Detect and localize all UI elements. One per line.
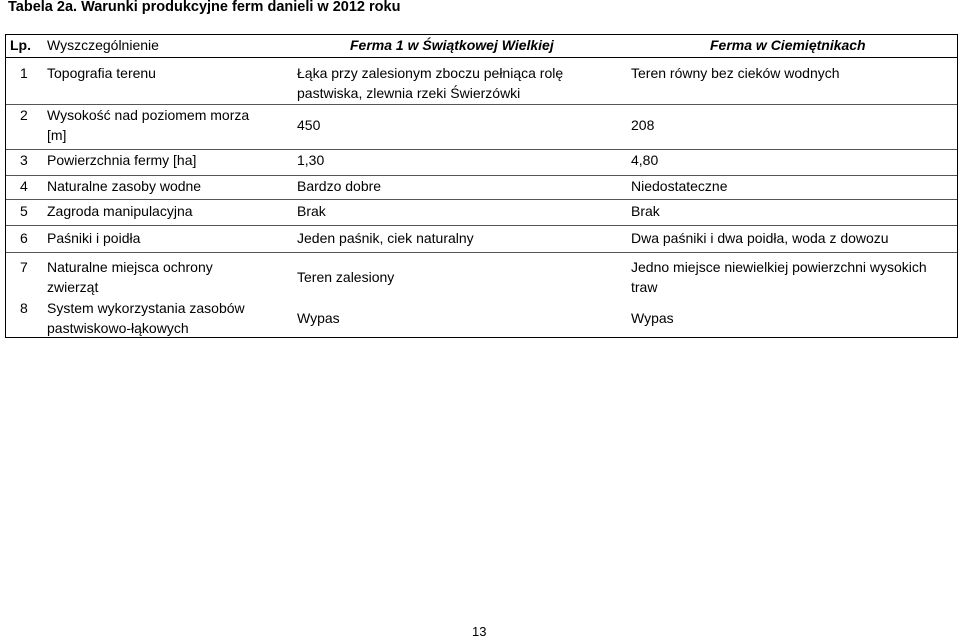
farm2-value: Niedostateczne (631, 178, 728, 194)
row-description: [m] (47, 127, 67, 143)
row-divider (6, 199, 957, 200)
farm1-value: pastwiska, zlewnia rzeki Świerzówki (297, 85, 521, 101)
farm1-value: Bardzo dobre (297, 178, 382, 194)
row-description: zwierząt (47, 279, 99, 295)
header-description: Wyszczególnienie (47, 37, 159, 53)
row-number: 8 (20, 300, 28, 316)
farm1-value: Teren zalesiony (297, 269, 395, 285)
row-divider (6, 252, 957, 253)
row-description: Naturalne zasoby wodne (47, 178, 202, 194)
page-number: 13 (472, 624, 487, 639)
farm1-value: Wypas (297, 310, 340, 326)
header-farm-1: Ferma 1 w Świątkowej Wielkiej (350, 37, 554, 53)
farm2-value: Dwa paśniki i dwa poidła, woda z dowozu (631, 230, 889, 246)
row-description: pastwiskowo-łąkowych (47, 320, 189, 336)
row-description: Powierzchnia fermy [ha] (47, 152, 197, 168)
table-caption: Tabela 2a. Warunki produkcyjne ferm danieli w 2012 roku (8, 0, 401, 15)
farm2-value: Teren równy bez cieków wodnych (631, 65, 840, 81)
row-description: Zagroda manipulacyjna (47, 203, 193, 219)
farm-conditions-table (5, 34, 958, 338)
row-divider (6, 225, 957, 226)
farm1-value: Łąka przy zalesionym zboczu pełniąca rolę (297, 65, 564, 81)
farm1-value: Brak (297, 203, 326, 219)
farm2-value: Jedno miejsce niewielkiej powierzchni wysokich (631, 259, 927, 275)
header-divider (6, 57, 957, 58)
header-lp: Lp. (10, 37, 31, 53)
farm2-value: 208 (631, 117, 655, 133)
header-farm-2: Ferma w Ciemiętnikach (710, 37, 866, 53)
row-description: Paśniki i poidła (47, 230, 141, 246)
row-number: 2 (20, 107, 28, 123)
row-description: Topografia terenu (47, 65, 156, 81)
row-number: 4 (20, 178, 28, 194)
row-number: 3 (20, 152, 28, 168)
farm1-value: 450 (297, 117, 321, 133)
row-number: 5 (20, 203, 28, 219)
farm1-value: 1,30 (297, 152, 325, 168)
row-number: 6 (20, 230, 28, 246)
row-description: Naturalne miejsca ochrony (47, 259, 213, 275)
farm2-value: Brak (631, 203, 660, 219)
farm2-value: Wypas (631, 310, 674, 326)
row-description: Wysokość nad poziomem morza (47, 107, 250, 123)
farm2-value: traw (631, 279, 658, 295)
farm2-value: 4,80 (631, 152, 659, 168)
farm1-value: Jeden paśnik, ciek naturalny (297, 230, 474, 246)
row-number: 7 (20, 259, 28, 275)
row-description: System wykorzystania zasobów (47, 300, 245, 316)
row-number: 1 (20, 65, 28, 81)
